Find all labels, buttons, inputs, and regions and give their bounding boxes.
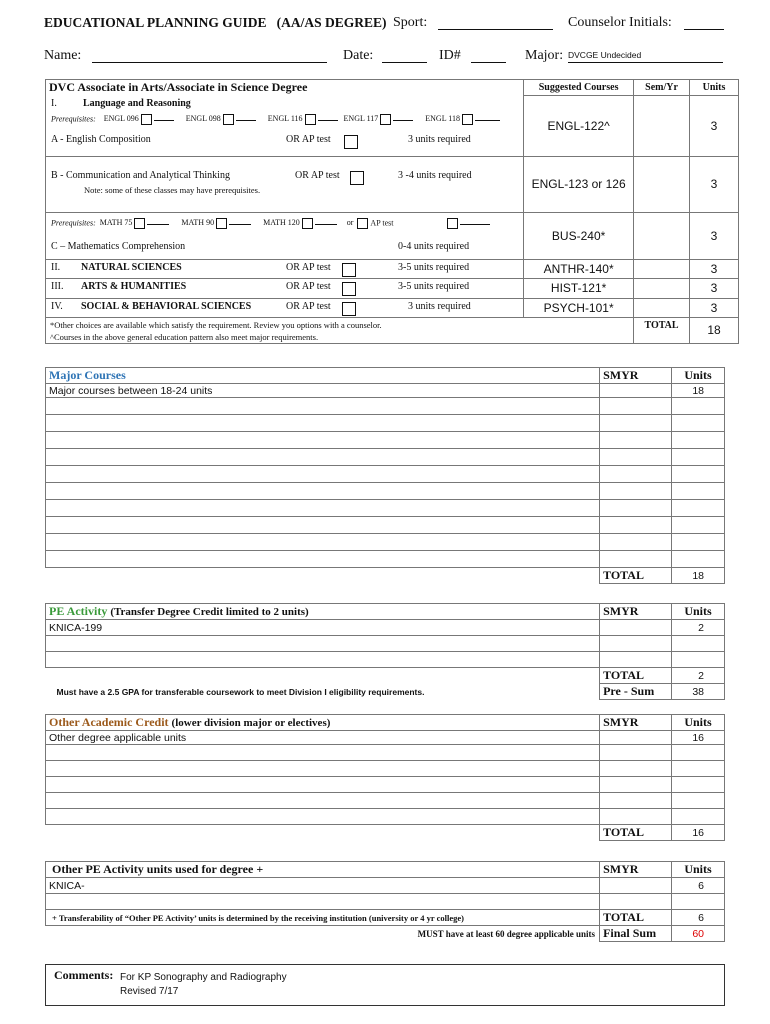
other-col-units: Units (672, 715, 725, 731)
table-row[interactable] (600, 415, 672, 432)
communication-cell (46, 156, 524, 212)
english-sem-yr[interactable] (634, 96, 690, 157)
math-label: C – Mathematics Comprehension (51, 240, 186, 252)
other-title-cell (46, 715, 600, 731)
prereq-engl098: ENGL 098 (185, 113, 221, 123)
prereq-engl098-checkbox[interactable] (223, 114, 234, 125)
ge-note-1: *Other choices are available which satisfy the requirement. Review you options with a counselor. (50, 319, 382, 330)
table-row[interactable] (46, 398, 600, 415)
table-row[interactable] (600, 517, 672, 534)
table-row[interactable] (600, 534, 672, 551)
english-units: 3 (690, 96, 739, 157)
other-pe-total-value: 6 (672, 910, 725, 926)
prereq-engl096: ENGL 096 (103, 113, 139, 123)
major-courses-table (45, 367, 725, 584)
arts-humanities-course: HIST-121* (524, 278, 634, 298)
spacer (46, 825, 600, 841)
name-field[interactable] (92, 62, 327, 63)
lang-heading-num: I. (51, 97, 57, 109)
table-row[interactable] (600, 551, 672, 568)
blank-line (154, 120, 174, 121)
table-row[interactable] (600, 483, 672, 500)
area-ap-label: OR AP test (286, 300, 331, 312)
id-label: ID# (439, 48, 461, 63)
pe-total-value: 2 (672, 668, 725, 684)
other-course-row-1[interactable]: Other degree applicable units (46, 731, 600, 745)
other-title: Other Academic Credit (49, 715, 169, 729)
major-smyr-1[interactable] (600, 384, 672, 398)
major-field[interactable]: DVCGE Undecided (568, 50, 723, 63)
ge-title: DVC Associate in Arts/Associate in Science Degree (46, 80, 524, 96)
table-row[interactable] (600, 894, 672, 910)
table-row[interactable] (672, 551, 725, 568)
name-label: Name: (44, 48, 82, 63)
col-units: Units (690, 80, 739, 96)
comments-label: Comments: (54, 968, 114, 982)
prereq-math90: MATH 90 (181, 217, 215, 227)
communication-units-required: 3 -4 units required (398, 169, 472, 181)
other-pe-title: Other PE Activity units used for degree + (46, 862, 600, 878)
prereq-engl116: ENGL 116 (267, 113, 303, 123)
table-row[interactable] (46, 761, 600, 777)
math-or: or (346, 217, 354, 227)
social-sciences-sem-yr[interactable] (634, 298, 690, 317)
table-row[interactable] (672, 793, 725, 809)
other-pe-units-1: 6 (672, 878, 725, 894)
pe-subtitle: (Transfer Degree Credit limited to 2 units) (110, 606, 309, 618)
spacer (46, 568, 600, 584)
date-field[interactable] (382, 62, 427, 63)
table-row[interactable] (672, 534, 725, 551)
table-row[interactable] (600, 636, 672, 652)
table-row[interactable] (46, 777, 600, 793)
english-composition-cell (46, 96, 524, 157)
communication-note: Note: some of these classes may have prerequisites. (84, 184, 261, 195)
english-units-required: 3 units required (408, 133, 471, 145)
communication-ap-checkbox[interactable] (350, 171, 364, 185)
major-col-smyr: SMYR (600, 368, 672, 384)
table-row[interactable] (600, 466, 672, 483)
table-row[interactable] (672, 894, 725, 910)
pe-units-1: 2 (672, 620, 725, 636)
table-row[interactable] (46, 551, 600, 568)
math-prereq-label: Prerequisites: (51, 217, 96, 227)
english-ap-checkbox[interactable] (344, 135, 358, 149)
arts-humanities-sem-yr[interactable] (634, 278, 690, 298)
comments-line-2: Revised 7/17 (120, 986, 179, 997)
blank-line (315, 224, 337, 225)
other-pe-smyr-1[interactable] (600, 878, 672, 894)
area-num: IV. (51, 300, 63, 312)
pe-activity-table (45, 603, 725, 700)
area-label: ARTS & HUMANITIES (81, 280, 187, 292)
major-courses-title: Major Courses (46, 368, 600, 384)
date-label: Date: (343, 48, 374, 63)
table-row[interactable] (672, 449, 725, 466)
pe-title-cell (46, 604, 600, 620)
table-row[interactable] (600, 449, 672, 466)
table-row[interactable] (600, 432, 672, 449)
table-row[interactable] (600, 761, 672, 777)
natural-sciences-sem-yr[interactable] (634, 259, 690, 278)
major-total-label: TOTAL (600, 568, 672, 584)
pe-col-smyr: SMYR (600, 604, 672, 620)
math-ap-test: AP test (370, 217, 394, 227)
math-extra-checkbox[interactable] (447, 218, 458, 229)
prereq-math90-checkbox[interactable] (216, 218, 227, 229)
ge-note-2: ^Courses in the above general education pattern also meet major requirements. (50, 331, 319, 342)
area-units-required: 3-5 units required (398, 261, 470, 273)
table-row[interactable] (46, 432, 600, 449)
blank-line (460, 224, 490, 225)
prereq-engl116-checkbox[interactable] (305, 114, 316, 125)
natural-sciences-course: ANTHR-140* (524, 259, 634, 278)
arts-humanities-ap-checkbox[interactable] (342, 282, 356, 296)
math-units-required: 0-4 units required (398, 240, 470, 252)
other-pe-course-row-1[interactable]: KNICA- (46, 878, 600, 894)
area-label: NATURAL SCIENCES (81, 261, 182, 273)
table-row[interactable] (600, 809, 672, 825)
sport-field[interactable] (438, 29, 553, 30)
presum-label: Pre - Sum (600, 684, 672, 700)
other-pe-col-units: Units (672, 862, 725, 878)
table-row[interactable] (672, 466, 725, 483)
other-total-value: 16 (672, 825, 725, 841)
other-total-label: TOTAL (600, 825, 672, 841)
counselor-initials-label: Counselor Initials: (568, 15, 672, 30)
counselor-initials-field[interactable] (684, 29, 724, 30)
form-title: EDUCATIONAL PLANNING GUIDE (AA/AS DEGREE) (44, 15, 387, 30)
table-row[interactable] (600, 652, 672, 668)
table-row[interactable] (600, 398, 672, 415)
area-units-required: 3-5 units required (398, 280, 470, 292)
pe-title: PE Activity (49, 604, 108, 618)
prereq-math75: MATH 75 (99, 217, 133, 227)
ge-table (45, 79, 739, 344)
table-row[interactable] (672, 432, 725, 449)
id-field[interactable] (471, 62, 506, 63)
other-pe-activity-table (45, 861, 725, 942)
comments-box[interactable] (45, 964, 725, 1006)
other-academic-credit-table (45, 714, 725, 841)
table-row[interactable] (672, 517, 725, 534)
lang-heading: Language and Reasoning (83, 97, 191, 109)
natural-sciences-ap-checkbox[interactable] (342, 263, 356, 277)
other-col-smyr: SMYR (600, 715, 672, 731)
prereq-label: Prerequisites: (51, 113, 96, 123)
social-sciences-cell (46, 298, 524, 317)
prereq-row (51, 114, 500, 125)
ge-notes-cell (46, 317, 634, 343)
major-label: Major: (525, 48, 564, 63)
table-row[interactable] (672, 500, 725, 517)
table-row[interactable] (46, 652, 600, 668)
major-course-row-1[interactable]: Major courses between 18-24 units (46, 384, 600, 398)
table-row[interactable] (672, 415, 725, 432)
math-cell (46, 212, 524, 259)
social-sciences-course: PSYCH-101* (524, 298, 634, 317)
communication-label: B - Communication and Analytical Thinking (51, 169, 230, 181)
other-pe-total-label: TOTAL (600, 910, 672, 926)
sport-label: Sport: (393, 15, 428, 30)
math-sem-yr[interactable] (634, 212, 690, 259)
english-ap-label: OR AP test (286, 133, 331, 145)
math-ap-checkbox[interactable] (357, 218, 368, 229)
prereq-engl118-checkbox[interactable] (462, 114, 473, 125)
natural-sciences-units: 3 (690, 259, 739, 278)
table-row[interactable] (46, 483, 600, 500)
table-row[interactable] (600, 777, 672, 793)
blank-line (229, 224, 251, 225)
math-suggested-course: BUS-240* (524, 212, 634, 259)
arts-humanities-cell (46, 278, 524, 298)
area-ap-label: OR AP test (286, 261, 331, 273)
other-subtitle: (lower division major or electives) (171, 717, 331, 729)
other-pe-note: + Transferability of “Other PE Activity’ units is determined by the receiving institution (university or 4 yr college) (46, 910, 600, 926)
communication-suggested-course: ENGL-123 or 126 (524, 156, 634, 212)
comments-line-1: For KP Sonography and Radiography (120, 972, 287, 983)
table-row[interactable] (46, 793, 600, 809)
presum-value: 38 (672, 684, 725, 700)
table-row[interactable] (46, 415, 600, 432)
social-sciences-units: 3 (690, 298, 739, 317)
final-sum-value: 60 (672, 926, 725, 942)
table-row[interactable] (600, 500, 672, 517)
final-sum-label: Final Sum (600, 926, 672, 942)
pe-col-units: Units (672, 604, 725, 620)
table-row[interactable] (672, 777, 725, 793)
blank-line (475, 120, 500, 121)
major-total-value: 18 (672, 568, 725, 584)
english-suggested-course: ENGL-122^ (524, 96, 634, 157)
blank-line (318, 120, 338, 121)
communication-units: 3 (690, 156, 739, 212)
prereq-engl117: ENGL 117 (343, 113, 379, 123)
col-sem-yr: Sem/Yr (634, 80, 690, 96)
table-row[interactable] (672, 483, 725, 500)
math-units: 3 (690, 212, 739, 259)
gpa-note: Must have a 2.5 GPA for transferable coursework to meet Division I eligibility requirements. (56, 686, 425, 697)
blank-line (393, 120, 413, 121)
natural-sciences-cell (46, 259, 524, 278)
blank-line (147, 224, 169, 225)
prereq-math75-checkbox[interactable] (134, 218, 145, 229)
prereq-engl118: ENGL 118 (425, 113, 460, 123)
blank-line (236, 120, 256, 121)
ge-total-value: 18 (690, 317, 739, 343)
table-row[interactable] (46, 894, 600, 910)
prereq-engl117-checkbox[interactable] (380, 114, 391, 125)
major-units-1: 18 (672, 384, 725, 398)
table-row[interactable] (46, 517, 600, 534)
other-pe-col-smyr: SMYR (600, 862, 672, 878)
english-composition-label: A - English Composition (51, 133, 151, 145)
table-row[interactable] (46, 500, 600, 517)
other-units-1: 16 (672, 731, 725, 745)
area-num: III. (51, 280, 64, 292)
table-row[interactable] (46, 636, 600, 652)
table-row[interactable] (672, 398, 725, 415)
area-ap-label: OR AP test (286, 280, 331, 292)
prereq-math120: MATH 120 (263, 217, 300, 227)
table-row[interactable] (46, 809, 600, 825)
area-num: II. (51, 261, 61, 273)
communication-ap-label: OR AP test (295, 169, 340, 181)
major-empty-rows (46, 398, 725, 568)
social-sciences-ap-checkbox[interactable] (342, 302, 356, 316)
col-suggested-courses: Suggested Courses (524, 80, 634, 96)
math-prereq-row (51, 218, 490, 229)
table-row[interactable] (672, 652, 725, 668)
major-col-units: Units (672, 368, 725, 384)
table-row[interactable] (600, 793, 672, 809)
table-row[interactable] (46, 534, 600, 551)
table-row[interactable] (672, 745, 725, 761)
pe-total-label: TOTAL (600, 668, 672, 684)
table-row[interactable] (672, 636, 725, 652)
communication-sem-yr[interactable] (634, 156, 690, 212)
other-smyr-1[interactable] (600, 731, 672, 745)
table-row[interactable] (46, 745, 600, 761)
ge-total-label: TOTAL (634, 317, 690, 343)
prereq-math120-checkbox[interactable] (302, 218, 313, 229)
table-row[interactable] (600, 745, 672, 761)
arts-humanities-units: 3 (690, 278, 739, 298)
spacer (46, 668, 600, 684)
table-row[interactable] (672, 761, 725, 777)
prereq-engl096-checkbox[interactable] (141, 114, 152, 125)
pe-course-row-1[interactable]: KNICA-199 (46, 620, 600, 636)
must-have-note: MUST have at least 60 degree applicable units (417, 928, 596, 939)
table-row[interactable] (46, 466, 600, 483)
table-row[interactable] (46, 449, 600, 466)
pe-smyr-1[interactable] (600, 620, 672, 636)
area-label: SOCIAL & BEHAVIORAL SCIENCES (81, 300, 252, 312)
table-row[interactable] (672, 809, 725, 825)
area-units-required: 3 units required (408, 300, 471, 312)
